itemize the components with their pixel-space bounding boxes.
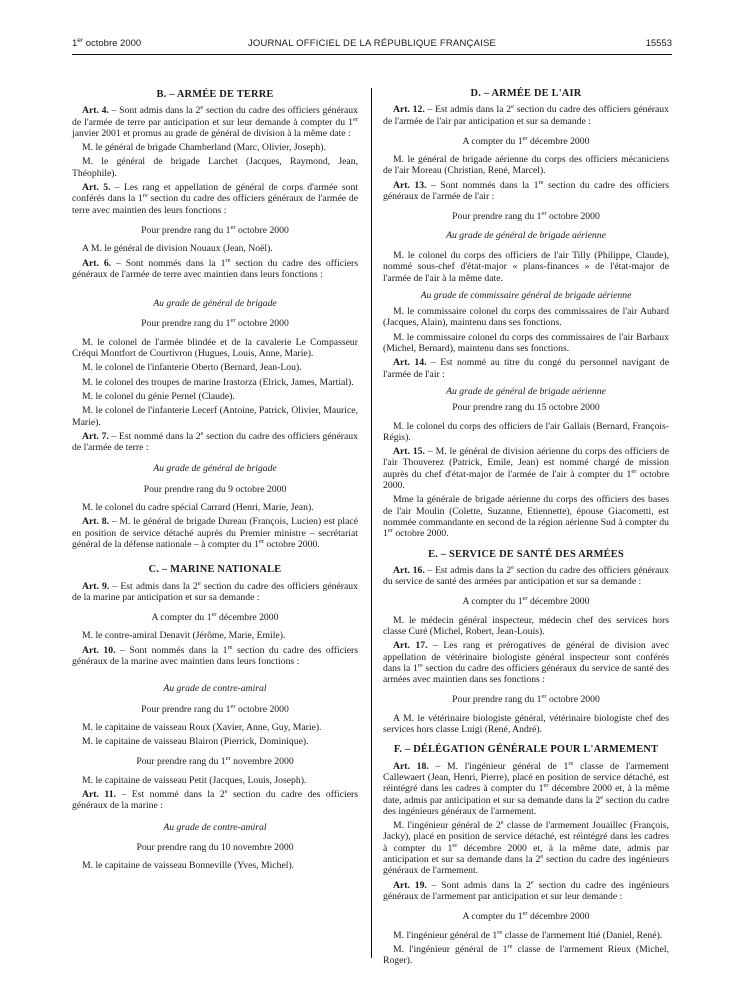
- article: Art. 5. – Les rang et appellation de général de corps d'armée sont conférés dans la 1re section du cadre des officiers généraux de l'armée de terre avec maintien des leurs fonctions :: [72, 182, 359, 216]
- paragraph: M. l'ingénieur général de 1re classe de l'armement Itié (Daniel, René).: [393, 928, 663, 941]
- paragraph: M. le capitaine de vaisseau Blairon (Pierrick, Dominique).: [82, 736, 309, 748]
- rank-date: Pour prendre rang du 1er octobre 2000: [141, 317, 289, 330]
- section-heading: E. – SERVICE DE SANTÉ DES ARMÉES: [428, 548, 624, 560]
- paragraph: M. le capitaine de vaisseau Petit (Jacques, Louis, Joseph).: [82, 774, 307, 786]
- paragraph: M. le capitaine de vaisseau Roux (Xavier, Anne, Guy, Marie).: [82, 721, 322, 733]
- paragraph: M. le colonel de l'infanterie Lecerf (Antoine, Patrick, Olivier, Maurice, Marie).: [72, 405, 358, 428]
- article: Art. 4. – Sont admis dans la 2e section du cadre des officiers généraux de l'armée de terre par anticipation et sur leur demande à compter du 1er janvier 2001 et promus au grade de général de division à la même date :: [72, 104, 358, 139]
- article: Art. 6. – Sont nommés dans la 1re section du cadre des officiers généraux de l'armée de terre avec maintien dans leurs fonctions :: [72, 256, 359, 280]
- paragraph: M. le général de brigade Larchet (Jacques, Raymond, Jean, Théophile).: [72, 156, 358, 179]
- paragraph: M. le colonel des troupes de marine Irastorza (Elrick, James, Martial).: [82, 376, 354, 388]
- article: Art. 17. – Les rang et prérogatives de général de division avec appellation de vétérinaire biologiste général inspecteur sont conférés dans la 1re section du cadre des officiers généraux du service de santé des armées avec maintien dans ses fonctions :: [383, 640, 670, 686]
- paragraph: M. le colonel du corps des officiers de l'air Gallais (Bernard, François-Régis).: [383, 420, 669, 443]
- rank-date: A compter du 1er décembre 2000: [462, 909, 590, 923]
- section-heading: F. – DÉLÉGATION GÉNÉRALE POUR L'ARMEMENT: [393, 744, 659, 756]
- column-divider: [371, 88, 372, 958]
- article: Art. 16. – Est admis dans la 2e section du cadre des officiers généraux du service de santé des armées par anticipation et sur sa demande :: [383, 563, 669, 588]
- rank-date: Pour prendre rang du 10 novembre 2000: [136, 841, 294, 853]
- article: Art. 11. – Est nommé dans la 2e section du cadre des officiers généraux de la marine :: [72, 787, 358, 812]
- paragraph: Mme la générale de brigade aérienne du corps des officiers des bases de l'air Moulin (Colette, Suzanne, Etiennette), épouse Giacometti, est nommée commandante en second de la région aérienne Sud à compter du 1er octobre 2000.: [383, 494, 669, 540]
- grade-heading: Au grade de général de brigade: [153, 463, 277, 475]
- paragraph: M. l'ingénieur général de 1re classe de l'armement Rieux (Michel, Roger).: [383, 942, 669, 967]
- header-journal-title: JOURNAL OFFICIEL DE LA RÉPUBLIQUE FRANÇAISE: [247, 38, 497, 49]
- article: Art. 7. – Est nommé dans la 2e section du cadre des officiers généraux de l'armée de terre :: [72, 429, 358, 454]
- article: Art. 12. – Est admis dans la 2e section du cadre des officiers généraux de l'armée de l'air par anticipation et sur sa demande :: [383, 103, 669, 127]
- grade-heading: Au grade de général de brigade: [153, 298, 277, 310]
- section-heading: D. – ARMÉE DE L'AIR: [470, 88, 582, 99]
- article: Art. 19. – Sont admis dans la 2e section du cadre des ingénieurs généraux de l'armement par anticipation et sur leur demande :: [383, 878, 670, 902]
- rank-date: Pour prendre rang du 1er octobre 2000: [452, 210, 600, 223]
- paragraph: M. le général de brigade Chamberland (Marc, Olivier, Joseph).: [82, 142, 326, 154]
- paragraph: M. le contre-amiral Denavit (Jérôme, Marie, Emile).: [82, 630, 286, 642]
- rank-date: A compter du 1er décembre 2000: [462, 134, 590, 147]
- article: Art. 18. – M. l'ingénieur général de 1re classe de l'armement Callewaert (Jean, Henri, Pierre), placé en position de service détaché, est réintégré dans les cadres à compter du 1er décembre 2000 et, à la même date, admis par anticipation et sur sa demande dans la 2e section du cadre des ingénieurs généraux de l'armement.: [383, 759, 669, 817]
- paragraph: M. le commissaire colonel du corps des commissaires de l'air Barbaux (Michel, Bernard), maintenu dans ses fonctions.: [383, 331, 669, 355]
- paragraph: M. le colonel de l'infanterie Oberto (Bernard, Jean-Lou).: [82, 362, 302, 374]
- rank-date: Pour prendre rang du 15 octobre 2000: [452, 402, 600, 414]
- rank-date: Pour prendre rang du 1er octobre 2000: [141, 702, 289, 715]
- page-header: [72, 38, 672, 52]
- paragraph: M. le médecin général inspecteur, médecin chef des services hors classe Curé (Michel, Robert, Jean-Louis).: [383, 614, 669, 637]
- left-column: [72, 86, 358, 875]
- paragraph: M. le commissaire colonel du corps des commissaires de l'air Aubard (Jacques, Alain), maintenu dans ses fonctions.: [383, 306, 669, 329]
- article: Art. 13. – Sont nommés dans la 1re section du cadre des officiers généraux de l'armée de l'air :: [383, 178, 669, 203]
- article: Art. 9. – Est admis dans la 2e section du cadre des officiers généraux de la marine par anticipation et sur sa demande :: [72, 579, 358, 603]
- right-column: [383, 85, 669, 969]
- article: Art. 14. – Est nommé au titre du congé du personnel navigant de l'armée de l'air :: [383, 357, 669, 380]
- rank-date: Pour prendre rang du 9 octobre 2000: [143, 483, 287, 495]
- header-rule: [72, 54, 672, 55]
- paragraph: M. l'ingénieur général de 2e classe de l'armement Jouaillec (François, Jacky), placé en position de service détaché, est réintégré dans les cadres à compter du 1er décembre 2000 et, à la même date, admis par anticipation et sur sa demande dans la 2e section du cadre des ingénieurs généraux de l'armement.: [383, 818, 669, 877]
- rank-date: A compter du 1er décembre 2000: [151, 610, 279, 624]
- grade-heading: Au grade de contre-amiral: [163, 683, 267, 695]
- section-heading: B. – ARMÉE DE TERRE: [156, 89, 274, 100]
- header-page-number: 15553: [645, 38, 672, 49]
- header-date: 1er octobre 2000: [72, 36, 142, 49]
- section-heading: C. – MARINE NATIONALE: [148, 564, 282, 576]
- paragraph: M. le capitaine de vaisseau Bonneville (Yves, Michel).: [82, 860, 295, 872]
- paragraph: A M. le général de division Nouaux (Jean, Noël).: [82, 243, 273, 255]
- paragraph: M. le colonel du corps des officiers de l'air Tilly (Philippe, Claude), nommé sous-chef d'état-major « plans-finances » de l'état-major de l'armée de l'air à la même date.: [383, 249, 669, 284]
- rank-date: Pour prendre rang du 1er novembre 2000: [136, 755, 294, 768]
- grade-heading: Au grade de contre-amiral: [163, 821, 267, 833]
- paragraph: M. le colonel du génie Pernel (Claude).: [82, 390, 235, 402]
- article: Art. 15. – M. le général de division aérienne du corps des officiers de l'air Thouverez (Patrick, Emile, Jean) est nommé chargé de mission auprès du chef d'état-major de l'armée de l'air à compter du 1er octobre 2000.: [383, 446, 669, 492]
- paragraph: M. le colonel du cadre spécial Carrard (Henri, Marie, Jean).: [82, 502, 314, 514]
- rank-date: Pour prendre rang du 1er octobre 2000: [452, 693, 600, 706]
- rank-date: Pour prendre rang du 1er octobre 2000: [141, 223, 289, 236]
- grade-heading: Au grade de commissaire général de brigade aérienne: [420, 289, 632, 301]
- article: Art. 10. – Sont nommés dans la 1re section du cadre des officiers généraux de la marine avec maintien dans leurs fonctions :: [72, 643, 358, 667]
- paragraph: M. le colonel de l'armée blindée et de la cavalerie Le Compasseur Créqui Montfort de Courtivron (Hugues, Louis, Anne, Marie).: [72, 336, 358, 360]
- paragraph: A M. le vétérinaire biologiste général, vétérinaire biologiste chef des services hors classe Luigi (René, André).: [383, 712, 669, 736]
- article: Art. 8. – M. le général de brigade Dureau (François, Lucien) est placé en position de service détaché auprès du Premier ministre – secrétariat général de la défense nationale – à compter du 1er octobre 2000.: [72, 516, 358, 550]
- grade-heading: Au grade de général de brigade aérienne: [446, 385, 606, 397]
- paragraph: M. le général de brigade aérienne du corps des officiers mécaniciens de l'air Moreau (Christian, René, Marcel).: [383, 154, 669, 177]
- grade-heading: Au grade de général de brigade aérienne: [446, 229, 606, 241]
- rank-date: A compter du 1er décembre 2000: [462, 595, 590, 608]
